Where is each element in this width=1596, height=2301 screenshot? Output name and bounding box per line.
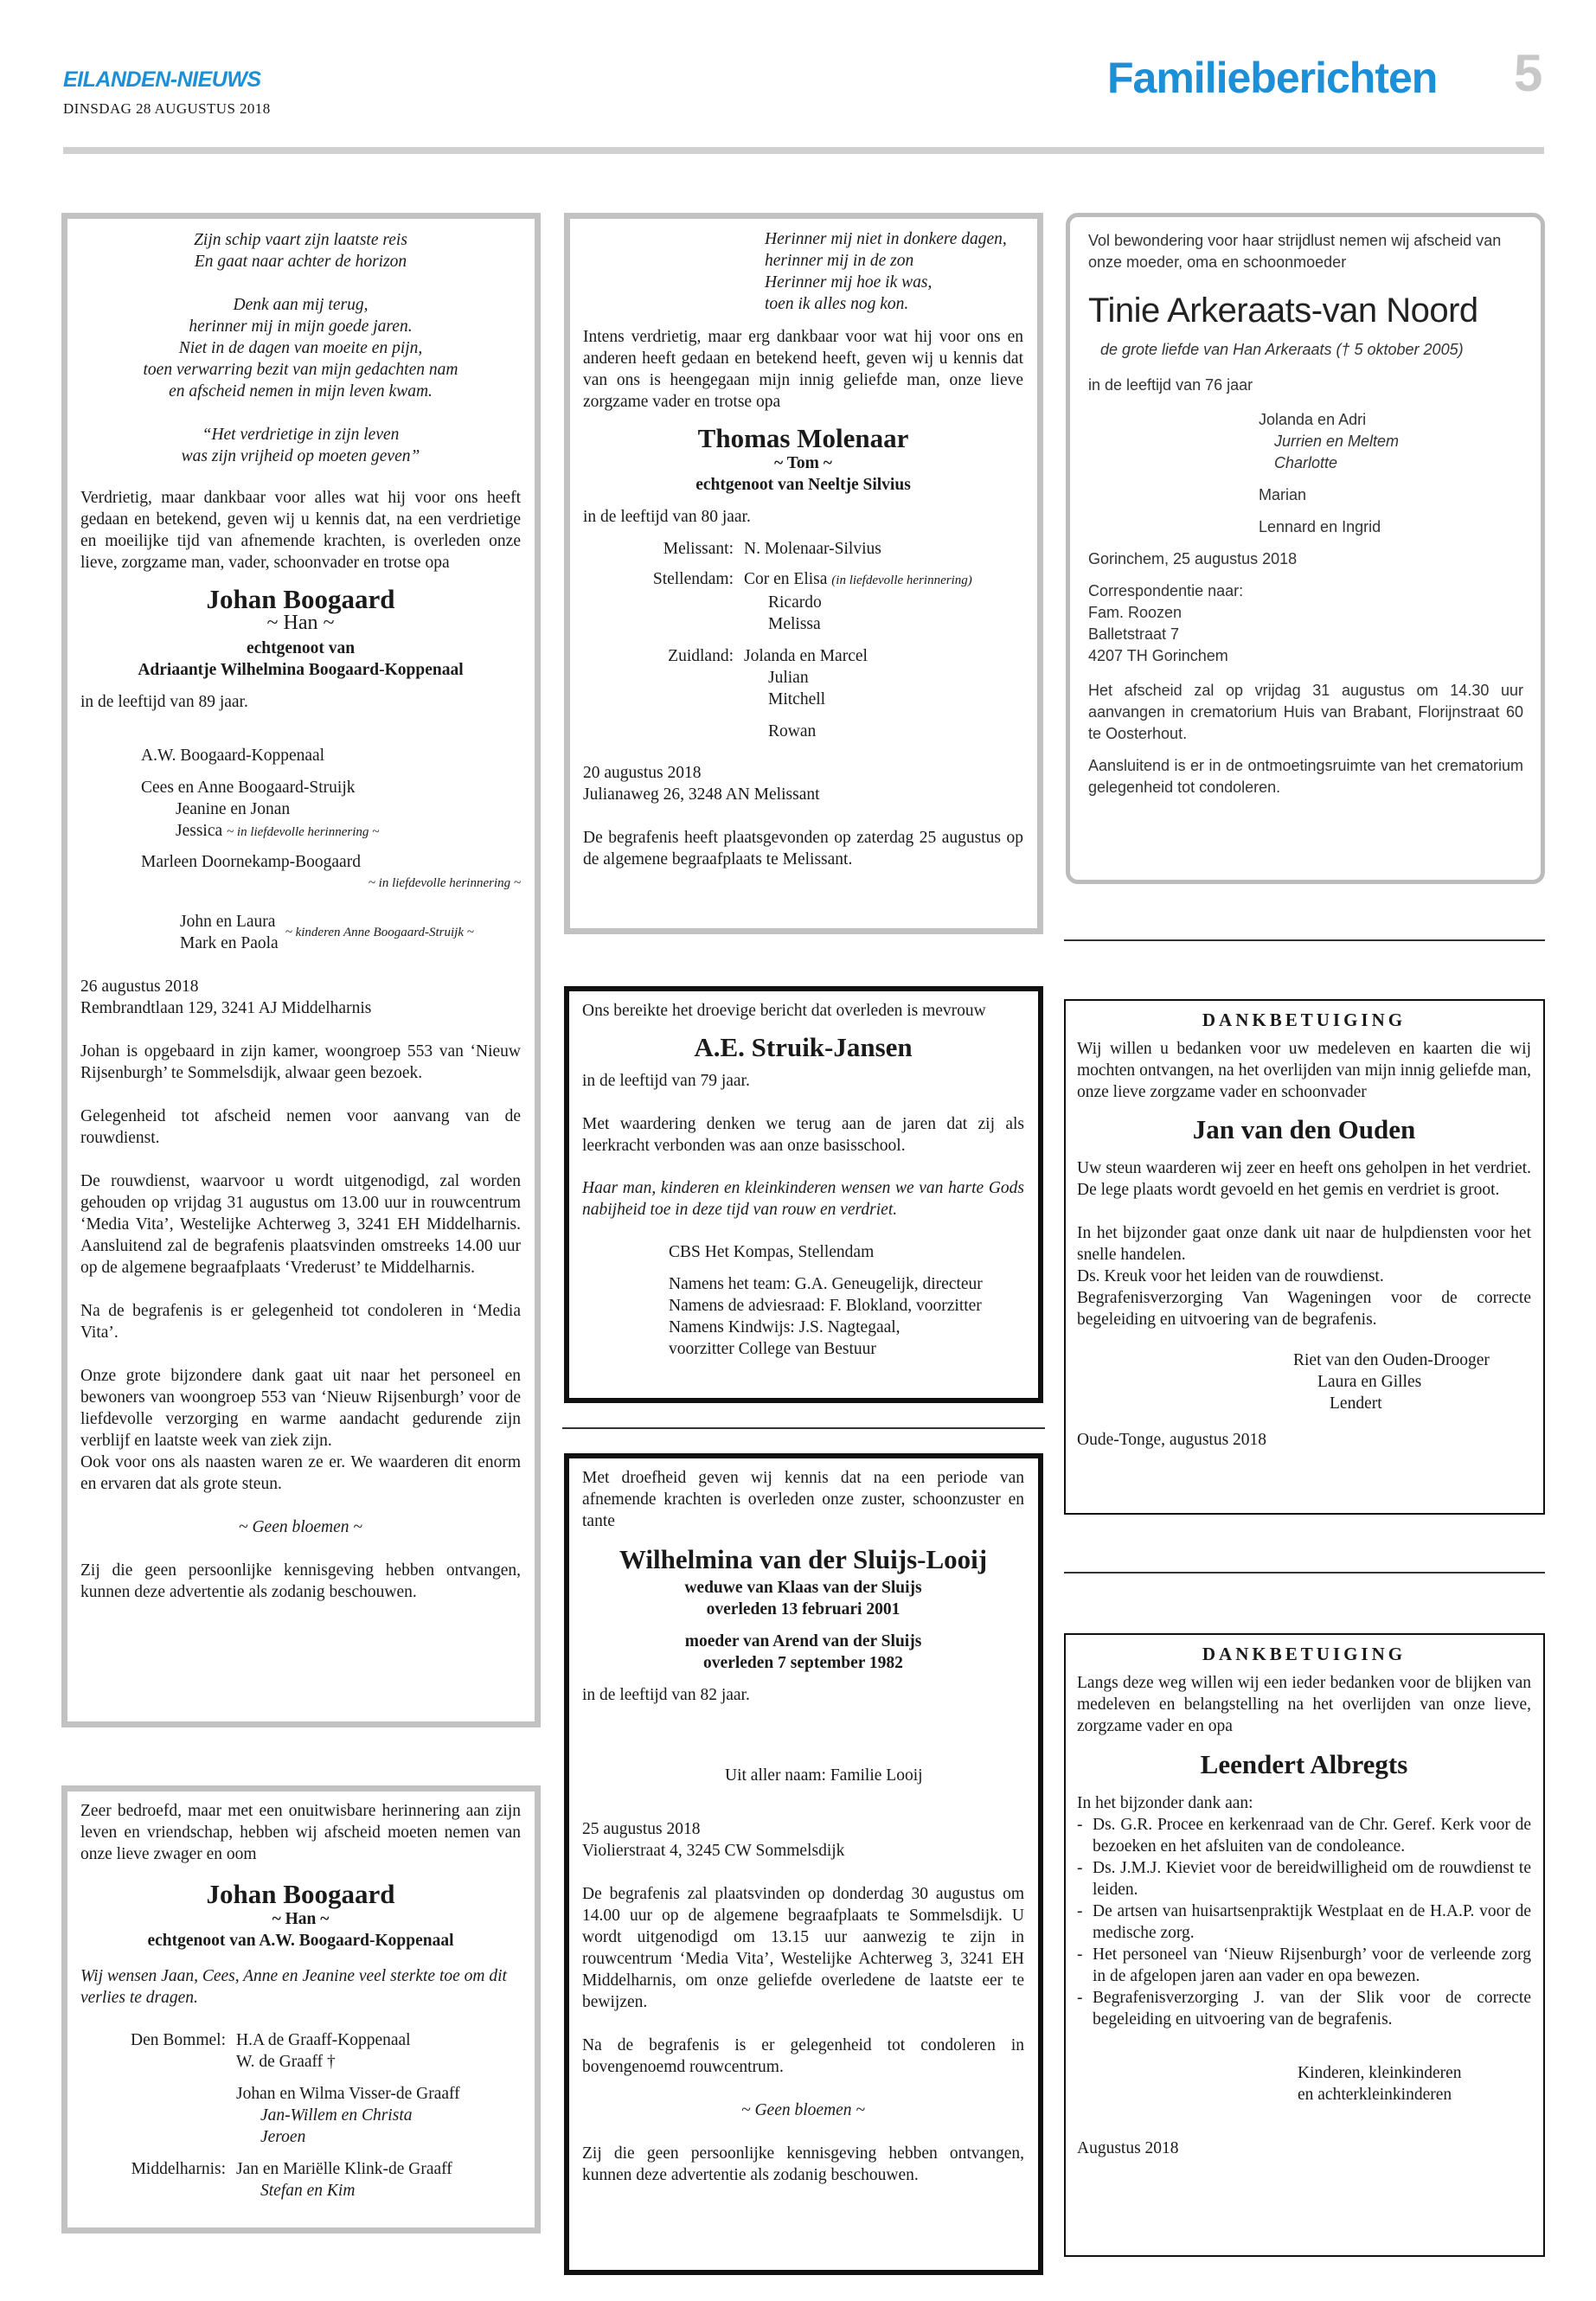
place-label: Melissant: — [663, 540, 734, 558]
family-member: Jan en Mariëlle Klink-de Graaff — [236, 2160, 452, 2178]
family-member: John en Laura — [180, 913, 276, 931]
paragraph: Onze grote bijzondere dank gaat uit naar het personeel en bewoners van woongroep 553 van ‘Nieuw Rijsenburgh’ voor de liefdevolle verzorging en warme aandacht gedurende zijn verblijf en laatste week van ziek zijn. — [80, 1367, 521, 1450]
list-item: - Ds. G.R. Procee en kerkenraad van de Chr. Geref. Kerk voor de bezoeken en het afsluiten van de condoleance. — [1077, 1816, 1531, 1856]
obituary-johan-boogaard — [61, 213, 541, 1727]
place-label: Den Bommel: — [131, 2031, 226, 2049]
paragraph: In het bijzonder gaat onze dank uit naar de hulpdiensten voor het snelle handelen. — [1077, 1224, 1531, 1264]
poem-line: toen verwarring bezit van mijn gedachten nam — [143, 361, 458, 379]
place-label: Middelharnis: — [131, 2160, 226, 2178]
signatory: voorzitter College van Bestuur — [669, 1340, 876, 1358]
family-member: A.W. Boogaard-Koppenaal — [141, 747, 325, 765]
obituary-thomas-molenaar — [564, 213, 1043, 934]
correspondence-label: Correspondentie naar: — [1088, 582, 1244, 599]
paragraph: Na de begrafenis is er gelegenheid tot condoleren in ‘Media Vita’. — [80, 1302, 521, 1342]
intro-text: Intens verdrietig, maar erg dankbaar voor wat hij voor ons en anderen heeft gedaan en betekend heeft, geven wij u kennis dat van ons is heengegaan mijn innig geliefde man, onze lieve zorgzame vader en trotse opa — [583, 328, 1023, 411]
obituary-tinie-arkeraats — [1066, 213, 1545, 884]
paragraph: Ds. Kreuk voor het leiden van de rouwdienst. — [1077, 1267, 1384, 1285]
paragraph: Johan is opgebaard in zijn kamer, woongroep 553 van ‘Nieuw Rijsenburgh’ te Sommelsdijk, alwaar geen bezoek. — [80, 1042, 521, 1082]
obituary-johan-boogaard-family — [61, 1785, 541, 2234]
alias: ~ Tom ~ — [774, 454, 832, 472]
detail-line: moeder van Arend van der Sluijs — [684, 1632, 922, 1650]
correspondence-line: Balletstraat 7 — [1088, 625, 1180, 643]
age: in de leeftijd van 89 jaar. — [80, 693, 248, 711]
signatories — [1293, 1349, 1531, 1414]
list-item-text: Ds. J.M.J. Kieviet voor de bereidwilligheid om de rouwdienst te leiden. — [1093, 1859, 1531, 1899]
intro-text: Met droefheid geven wij kennis dat na een periode van afnemende krachten is overleden onze zuster, schoonzuster en tante — [582, 1469, 1024, 1530]
poem-line: Herinner mij niet in donkere dagen, — [765, 230, 1007, 248]
family-list — [583, 538, 1023, 742]
spouse: echtgenoot van A.W. Boogaard-Koppenaal — [147, 1932, 454, 1950]
alias: ~ Han ~ — [266, 612, 335, 634]
paragraph: Ook voor ons als naasten waren ze er. We waarderen dit enorm en ervaren dat als grote steun. — [80, 1453, 521, 1493]
paragraph: Zij die geen persoonlijke kennisgeving hebben ontvangen, kunnen deze advertentie als zodanig beschouwen. — [80, 1561, 521, 1601]
family-member: Lennard en Ingrid — [1259, 518, 1381, 535]
poem-line — [80, 272, 521, 294]
paragraph: Gelegenheid tot afscheid nemen voor aanvang van de rouwdienst. — [80, 1107, 521, 1147]
family-member: Rowan — [768, 722, 817, 740]
spouse: echtgenoot van Neeltje Silvius — [695, 476, 911, 494]
poem-line: Zijn schip vaart zijn laatste reis — [194, 231, 407, 249]
intro-text: Vol bewondering voor haar strijdlust nemen wij afscheid van onze moeder, oma en schoonmoeder — [1088, 232, 1502, 271]
paragraph: Uw steun waarderen wij zeer en heeft ons geholpen in het verdriet. De lege plaats wordt gevoeld en het gemis en verdriet is groot. — [1077, 1159, 1531, 1199]
family-member: Jolanda en Adri — [1259, 411, 1367, 428]
no-flowers: ~ Geen bloemen ~ — [239, 1518, 362, 1536]
family-member: Cees en Anne Boogaard-Struijk — [141, 779, 356, 797]
paragraph: Haar man, kinderen en kleinkinderen wensen we van harte Gods nabijheid toe in deze tijd van rouw en verdriet. — [582, 1179, 1024, 1219]
divider — [562, 1427, 1045, 1429]
thanks-heading: DANKBETUIGING — [1202, 1009, 1407, 1030]
poem-line: was zijn vrijheid op moeten geven” — [181, 447, 420, 465]
subtitle: de grote liefde van Han Arkeraats († 5 oktober 2005) — [1100, 341, 1464, 358]
memorial-note: (in liefdevolle herinnering) — [831, 574, 972, 587]
correspondence-line: 4207 TH Gorinchem — [1088, 647, 1228, 664]
paragraph: Zij die geen persoonlijke kennisgeving hebben ontvangen, kunnen deze advertentie als zodanig beschouwen. — [582, 2144, 1024, 2184]
family-list — [1259, 409, 1523, 538]
paragraph: Begrafenisverzorging Van Wageningen voor de correcte begeleiding en uitvoering van de begrafenis. — [1077, 1289, 1531, 1329]
date: Augustus 2018 — [1077, 2139, 1179, 2157]
family-member: Jolanda en Marcel — [744, 647, 868, 665]
age: in de leeftijd van 80 jaar. — [583, 508, 751, 526]
family-list — [80, 2029, 521, 2202]
place-label: Zuidland: — [668, 647, 734, 665]
paragraph: De rouwdienst, waarvoor u wordt uitgenodigd, zal worden gehouden op vrijdag 31 augustus om 13.00 uur in rouwcentrum ‘Media Vita’, Westelijke Achterweg 3, 3241 EH Middelharnis. Aansluitend zal de begrafenis plaatsvinden omstreeks 14.00 uur op de algemene begraafplaats ‘Vrederust’ te Middelharnis. — [80, 1172, 521, 1277]
signatory: Laura en Gilles — [1317, 1373, 1422, 1391]
poem-line: toen ik alles nog kon. — [765, 295, 909, 313]
list-item-text: Het personeel van ‘Nieuw Rijsenburgh’ voor de verleende zorg in de afgelopen jaren aan vader en opa bewezen. — [1093, 1945, 1531, 1985]
deceased-name: Thomas Molenaar — [697, 423, 909, 453]
age: in de leeftijd van 76 jaar — [1088, 376, 1253, 394]
list-item: - Ds. J.M.J. Kieviet voor de bereidwilligheid om de rouwdienst te leiden. — [1077, 1859, 1531, 1899]
obituary-struik-jansen — [564, 986, 1043, 1403]
address: Violierstraat 4, 3245 CW Sommelsdijk — [582, 1842, 845, 1860]
family-member: W. de Graaff † — [236, 2053, 336, 2071]
family-member: Julian — [768, 669, 809, 687]
signatory: Kinderen, kleinkinderen — [1298, 2064, 1462, 2082]
family-member: Marian — [1259, 486, 1307, 503]
deceased-name: Jan van den Ouden — [1192, 1114, 1416, 1144]
family-member: Jessica — [176, 822, 223, 840]
detail-line: overleden 13 februari 2001 — [706, 1600, 901, 1618]
signatory: Namens de adviesraad: F. Blokland, voorzitter — [669, 1297, 982, 1315]
intro-text: Langs deze weg willen wij een ieder bedanken voor de blijken van medeleven en belangstelling na het overlijden van onze lieve, zorgzame vader en opa — [1077, 1674, 1531, 1735]
intro-text: Verdrietig, maar dankbaar voor alles wat hij voor ons heeft gedaan en betekend, geven wij u kennis dat, na een verdrietige en moeilijke tijd van afnemende krachten, is overleden onze lieve, zorgzame man, vader, schoonvader en trotse opa — [80, 489, 521, 572]
intro-text: Wij willen u bedanken voor uw medeleven en kaarten die wij mochten ontvangen, na het overlijden van mijn innig geliefde man, onze lieve zorgzame vader en schoonvader — [1077, 1040, 1531, 1101]
family-member: Stefan en Kim — [260, 2182, 356, 2200]
list-item-text: Begrafenisverzorging J. van der Slik voor de correcte begeleiding en uitvoering van de begrafenis. — [1093, 1989, 1531, 2029]
thanks-leendert-albregts — [1064, 1633, 1545, 2257]
deceased-name: A.E. Struik-Jansen — [694, 1032, 913, 1062]
family-member: Jan-Willem en Christa — [260, 2106, 413, 2125]
lead-text: In het bijzonder dank aan: — [1077, 1794, 1253, 1812]
deceased-name: Johan Boogaard — [206, 584, 395, 614]
deceased-name: Tinie Arkeraats-van Noord — [1088, 292, 1478, 330]
list-item: - Begrafenisverzorging J. van der Slik voor de correcte begeleiding en uitvoering van de begrafenis. — [1077, 1989, 1531, 2029]
intro-text: Ons bereikte het droevige bericht dat overleden is mevrouw — [582, 1002, 986, 1020]
signature: Uit aller naam: Familie Looij — [725, 1766, 923, 1785]
family-list — [141, 745, 521, 954]
paragraph: De begrafenis heeft plaatsgevonden op zaterdag 25 augustus op de algemene begraafplaats te Melissant. — [583, 829, 1023, 868]
list-item-text: Ds. G.R. Procee en kerkenraad van de Chr. Geref. Kerk voor de bezoeken en het afsluiten van de condoleance. — [1093, 1816, 1531, 1856]
thanks-jan-van-den-ouden — [1064, 999, 1545, 1515]
divider — [1064, 939, 1545, 941]
paragraph: Aansluitend is er in de ontmoetingsruimte van het crematorium gelegenheid tot condoleren. — [1088, 757, 1523, 796]
address: Julianaweg 26, 3248 AN Melissant — [583, 785, 820, 804]
poem-line: Herinner mij hoe ik was, — [765, 273, 933, 292]
wish-text: Wij wensen Jaan, Cees, Anne en Jeanine veel sterkte toe om dit verlies te dragen. — [80, 1967, 507, 2007]
page-number: 5 — [1514, 44, 1543, 102]
poem-line: herinner mij in mijn goede jaren. — [189, 317, 413, 336]
detail-line: overleden 7 september 1982 — [703, 1654, 903, 1672]
signatory: Riet van den Ouden-Drooger — [1293, 1351, 1490, 1369]
family-member: H.A de Graaff-Koppenaal — [236, 2031, 411, 2049]
family-member: Jeanine en Jonan — [176, 800, 291, 818]
family-member: Cor en Elisa — [744, 570, 828, 588]
section-title: Familieberichten — [1107, 54, 1438, 102]
family-member: Charlotte — [1274, 454, 1338, 471]
signatory: Namens het team: G.A. Geneugelijk, directeur — [669, 1275, 983, 1293]
paragraph: Na de begrafenis is er gelegenheid tot condoleren in bovengenoemd rouwcentrum. — [582, 2036, 1024, 2076]
paragraph: De begrafenis zal plaatsvinden op donderdag 30 augustus om 14.00 uur op de algemene begraafplaats te Sommelsdijk. U wordt uitgenodigd om 13.15 uur aanwezig te zijn in rouwcentrum ‘Media Vita’, Westelijke Achterweg 3, 3241 EH Middelharnis, om onze geliefde overledene de laatste eer te bewijzen. — [582, 1885, 1024, 2011]
no-flowers: ~ Geen bloemen ~ — [741, 2101, 865, 2119]
place-date: Oude-Tonge, augustus 2018 — [1077, 1431, 1267, 1449]
detail-line: weduwe van Klaas van der Sluijs — [684, 1579, 922, 1597]
poem-line — [80, 402, 521, 424]
issue-date: DINSDAG 28 AUGUSTUS 2018 — [63, 100, 271, 117]
poem-line: En gaat naar achter de horizon — [194, 253, 407, 271]
paragraph: Het afscheid zal op vrijdag 31 augustus om 14.30 uur aanvangen in crematorium Huis van Brabant, Florijnstraat 60 te Oosterhout. — [1088, 682, 1523, 742]
date: 26 augustus 2018 — [80, 977, 199, 996]
list-item: - Het personeel van ‘Nieuw Rijsenburgh’ voor de verleende zorg in de afgelopen jaren aan vader en opa bewezen. — [1077, 1945, 1531, 1985]
divider — [1064, 1572, 1545, 1574]
deceased-name: Johan Boogaard — [206, 1879, 395, 1909]
poem — [765, 228, 1023, 315]
age: in de leeftijd van 82 jaar. — [582, 1686, 750, 1704]
list-item: - De artsen van huisartsenpraktijk Westplaat en de H.A.P. voor de medische zorg. — [1077, 1902, 1531, 1942]
age: in de leeftijd van 79 jaar. — [582, 1072, 750, 1090]
poem-line: Niet in de dagen van moeite en pijn, — [178, 339, 423, 357]
thanks-list — [1077, 1814, 1531, 2030]
correspondence-line: Fam. Roozen — [1088, 604, 1183, 621]
obituary-van-der-sluijs-looij — [564, 1453, 1043, 2275]
poem-line: “Het verdrietige in zijn leven — [202, 426, 400, 444]
deceased-name: Wilhelmina van der Sluijs-Looij — [619, 1544, 988, 1574]
intro-text: Zeer bedroefd, maar met een onuitwisbare herinnering aan zijn leven en vriendschap, hebben wij afscheid moeten nemen van onze lieve zwager en oom — [80, 1802, 521, 1863]
signatory: CBS Het Kompas, Stellendam — [669, 1243, 875, 1261]
place-label: Stellendam: — [652, 570, 734, 588]
newspaper-logo: EILANDEN-NIEUWS — [63, 67, 261, 92]
signatories — [1298, 2062, 1531, 2106]
poem-line: en afscheid nemen in mijn leven kwam. — [169, 382, 433, 401]
date: 25 augustus 2018 — [582, 1820, 701, 1838]
date: 20 augustus 2018 — [583, 764, 702, 782]
address: Rembrandtlaan 129, 3241 AJ Middelharnis — [80, 999, 372, 1017]
poem-line: Denk aan mij terug, — [233, 296, 369, 314]
family-member: N. Molenaar-Silvius — [744, 540, 881, 558]
family-member: Mitchell — [768, 690, 826, 708]
list-item-text: De artsen van huisartsenpraktijk Westplaat en de H.A.P. voor de medische zorg. — [1093, 1902, 1531, 1942]
memorial-note: ~ in liefdevolle herinnering ~ — [227, 825, 380, 839]
paragraph: Met waardering denken we terug aan de jaren dat zij als leerkracht verbonden was aan onze basisschool. — [582, 1115, 1024, 1155]
family-member: Jeroen — [260, 2128, 306, 2146]
signatory: Lendert — [1330, 1394, 1382, 1413]
alias: ~ Han ~ — [272, 1910, 330, 1928]
family-member: Jurrien en Meltem — [1274, 433, 1400, 450]
deceased-name: Leendert Albregts — [1200, 1749, 1408, 1779]
spouse-name: Adriaantje Wilhelmina Boogaard-Koppenaal — [138, 661, 464, 679]
family-note: ~ kinderen Anne Boogaard-Struijk ~ — [285, 925, 474, 939]
signatory: en achterkleinkinderen — [1298, 2086, 1452, 2104]
poem-line: herinner mij in de zon — [765, 252, 914, 270]
family-member: Ricardo — [768, 593, 822, 612]
thanks-heading: DANKBETUIGING — [1202, 1644, 1407, 1664]
family-member: Melissa — [768, 615, 821, 633]
family-member: Marleen Doornekamp-Boogaard — [141, 853, 361, 871]
signatory: Namens Kindwijs: J.S. Nagtegaal, — [669, 1318, 901, 1336]
family-member: Mark en Paola — [180, 934, 279, 952]
memorial-note: ~ in liefdevolle herinnering ~ — [368, 876, 521, 890]
poem — [80, 229, 521, 467]
spouse-label: echtgenoot van — [246, 639, 356, 657]
header-divider — [63, 147, 1544, 154]
place-date: Gorinchem, 25 augustus 2018 — [1088, 550, 1298, 567]
signatories — [669, 1241, 1024, 1360]
family-member: Johan en Wilma Visser-de Graaff — [236, 2085, 460, 2103]
